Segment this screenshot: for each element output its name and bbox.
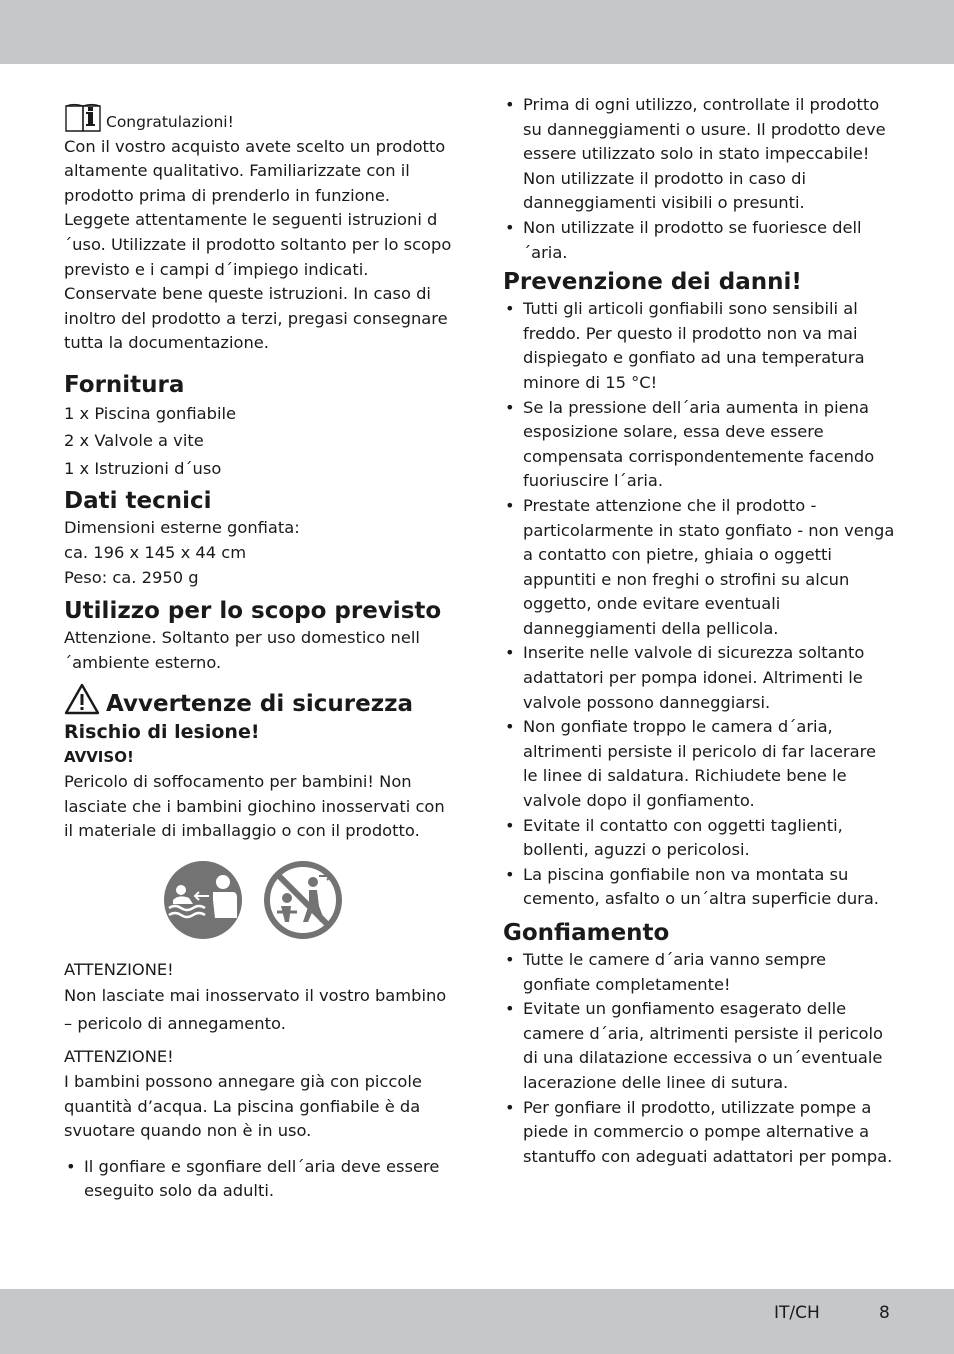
attenzione-label: ATTENZIONE! xyxy=(64,959,174,979)
avvertenze-heading xyxy=(64,683,456,719)
list-item: • Inserite nelle valvole di sicurezza soltanto adattatori per pompa idonei. Altrimenti le valvole possono danneggiarsi. xyxy=(503,641,895,715)
gonfiamento-heading: Gonfiamento xyxy=(503,920,670,946)
fornitura-item: 2 x Valvole a vite xyxy=(64,431,204,451)
list-item: • Prima di ogni utilizzo, controllate il prodotto su danneggiamenti o usure. Il prodotto deve essere utilizzato solo in stato impeccabile! Non utilizzate il prodotto in caso di danneggiamenti visibili o presunti. xyxy=(503,93,895,216)
attenzione-label: ATTENZIONE! xyxy=(64,1047,174,1067)
list-item: • Evitate il contatto con oggetti taglienti, bollenti, aguzzi o pericolosi. xyxy=(503,814,895,863)
prevenzione-bullets xyxy=(503,297,895,912)
info-book-icon xyxy=(64,103,102,133)
warning-triangle-icon xyxy=(64,683,100,715)
supervise-child-pictogram xyxy=(163,860,243,940)
list-item: • Se la pressione dell´aria aumenta in piena esposizione solare, essa deve essere compensata corrispondentemente facendo fuoriuscire l´aria. xyxy=(503,396,895,494)
left-bullets xyxy=(64,1155,456,1204)
attenzione-text: I bambini possono annegare già con piccole quantità d’acqua. La piscina gonfiabile è da svuotare quando non è in uso. xyxy=(64,1071,422,1141)
dati-tecnici-heading: Dati tecnici xyxy=(64,488,212,515)
fornitura-heading: Fornitura xyxy=(64,371,185,398)
list-item: • Tutte le camere d´aria vanno sempre gonfiate completamente! xyxy=(503,948,895,997)
list-item: • Evitate un gonfiamento esagerato delle camere d´aria, altrimenti persiste il pericolo di una dilatazione eccessiva o un´eventuale lacerazione delle linee di sutura. xyxy=(503,997,895,1095)
top-bullets xyxy=(503,93,895,265)
avvertenze-title: Avvertenze di sicurezza xyxy=(106,691,414,718)
fornitura-list xyxy=(64,400,456,483)
footer-language: IT/CH xyxy=(774,1303,820,1323)
dati-line: Peso: ca. 2950 g xyxy=(64,567,199,587)
page-number: 8 xyxy=(879,1303,890,1323)
list-item: • Per gonfiare il prodotto, utilizzate pompe a piede in commercio o pompe alternative a stantuffo con adeguati adattatori per pompa. xyxy=(503,1096,895,1170)
intro-title-line xyxy=(64,103,456,135)
avviso-label: AVVISO! xyxy=(64,748,134,767)
rischio-heading: Rischio di lesione! xyxy=(64,721,260,744)
safety-pictograms xyxy=(64,844,456,956)
list-item: • Non utilizzate il prodotto se fuoriesce dell´aria. xyxy=(503,216,895,265)
fornitura-item: 1 x Piscina gonfiabile xyxy=(64,403,237,423)
list-item: • La piscina gonfiabile non va montata su cemento, asfalto o un´altra superficie dura. xyxy=(503,863,895,912)
intro-title: Congratulazioni! xyxy=(106,113,234,131)
list-item: • Non gonfiate troppo le camera d´aria, altrimenti persiste il pericolo di far lacerare le linee di saldatura. Richiudete bene le valvole dopo il gonfiamento. xyxy=(503,715,895,813)
no-unattended-child-pictogram xyxy=(263,860,343,940)
attenzione-text: Non lasciate mai inosservato il vostro bambino – pericolo di annegamento. xyxy=(64,986,447,1034)
header-band xyxy=(0,0,954,64)
list-item: • Il gonfiare e sgonfiare dell´aria deve essere eseguito solo da adulti. xyxy=(64,1155,456,1204)
fornitura-item: 1 x Istruzioni d´uso xyxy=(64,458,222,478)
dati-line: Dimensioni esterne gonfiata: xyxy=(64,518,300,538)
gonfiamento-bullets xyxy=(503,948,895,1169)
utilizzo-heading: Utilizzo per lo scopo previsto xyxy=(64,598,442,625)
right-column xyxy=(503,93,895,1169)
dati-line: ca. 196 x 145 x 44 cm xyxy=(64,543,247,563)
list-item: • Prestate attenzione che il prodotto - particolarmente in stato gonfiato - non venga a contatto con pietre, ghiaia o oggetti appuntiti e non freghi o strofini su alcun oggetto, onde evitare eventuali danneggiamenti della pellicola. xyxy=(503,494,895,642)
utilizzo-text: Attenzione. Soltanto per uso domestico nell´ambiente esterno. xyxy=(64,628,420,672)
list-item: • Tutti gli articoli gonfiabili sono sensibili al freddo. Per questo il prodotto non va mai dispiegato e gonfiato ad una temperatura minore di 15 °C! xyxy=(503,297,895,395)
avviso-text: Pericolo di soffocamento per bambini! Non lasciate che i bambini giochino inosservati con il materiale di imballaggio o con il prodotto. xyxy=(64,772,445,841)
prevenzione-heading: Prevenzione dei danni! xyxy=(503,269,802,296)
left-column xyxy=(64,103,456,1204)
intro-text: Con il vostro acquisto avete scelto un prodotto altamente qualitativo. Familiarizzate con il prodotto prima di prenderlo in funzione. Leggete attentamente le seguenti istruzioni d´uso. Utilizzate il prodotto soltanto per lo scopo previsto e i campi d´impiego indicati. Conservate bene queste istruzioni. In caso di inoltro del prodotto a terzi, pregasi consegnare tutta la documentazione. xyxy=(64,136,452,353)
